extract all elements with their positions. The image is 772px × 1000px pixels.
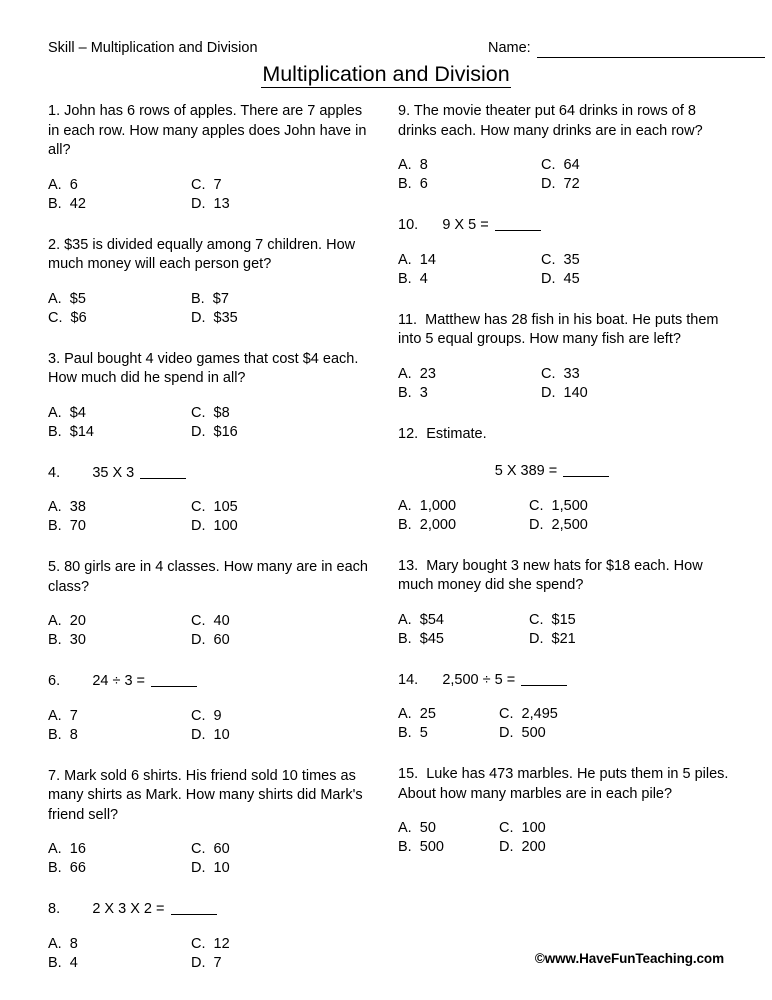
choice-row — [48, 195, 374, 214]
choice-group — [398, 611, 736, 649]
choice-option[interactable]: B. 3 — [398, 384, 428, 401]
choice-row — [48, 726, 374, 745]
choice-option[interactable]: A. 14 — [398, 251, 436, 268]
choice-group — [48, 498, 374, 536]
choice-option[interactable]: C. 7 — [191, 176, 222, 193]
question-text: 11. Matthew has 28 fish in his boat. He puts them into 5 equal groups. How many fish are left? — [398, 311, 723, 347]
choice-option[interactable]: B. 4 — [48, 954, 78, 971]
choice-option[interactable]: B. 5 — [398, 725, 428, 741]
choice-group — [398, 819, 736, 857]
choice-option[interactable]: A. 16 — [48, 841, 86, 857]
question-spacer — [48, 328, 374, 350]
choice-row — [48, 498, 374, 517]
question-text: 12. Estimate. — [398, 425, 487, 442]
choice-option[interactable]: D. 500 — [499, 725, 546, 741]
question-equation — [48, 900, 374, 920]
choice-group — [48, 290, 374, 328]
choice-row — [48, 859, 374, 878]
choice-row — [48, 707, 374, 726]
choice-option[interactable]: D. 10 — [191, 860, 230, 876]
question-equation — [398, 462, 736, 482]
left-question-column — [48, 102, 386, 973]
question-block — [398, 765, 736, 857]
answer-blank[interactable] — [151, 674, 197, 687]
choice-option[interactable]: D. 10 — [191, 726, 230, 743]
choice-option[interactable]: B. 2,000 — [398, 516, 457, 533]
choice-row — [48, 840, 374, 859]
question-spacer — [398, 535, 736, 557]
choice-option[interactable]: C. 100 — [499, 820, 546, 836]
choice-option[interactable]: C. $6 — [48, 309, 87, 326]
choice-group — [48, 935, 374, 973]
equation-text: 10. 9 X 5 = — [398, 217, 493, 233]
choice-option[interactable]: A. 8 — [398, 157, 428, 173]
question-block — [48, 900, 374, 973]
question-spacer — [48, 214, 374, 236]
choice-row — [48, 954, 374, 973]
choice-option[interactable]: A. $5 — [48, 290, 86, 307]
choice-option[interactable]: D. 200 — [499, 839, 546, 855]
name-field-block — [488, 38, 765, 58]
choice-option[interactable]: C. 35 — [541, 251, 580, 268]
question-spacer — [398, 743, 736, 765]
question-spacer — [48, 442, 374, 464]
choice-option[interactable]: C. $8 — [191, 404, 230, 421]
question-text: 7. Mark sold 6 shirts. His friend sold 10 times as many shirts as Mark. How many shirts did Mark's friend sell? — [48, 767, 367, 823]
choice-option[interactable]: B. 66 — [48, 860, 86, 876]
choice-row — [398, 611, 736, 630]
choice-row — [48, 423, 374, 442]
question-block — [398, 425, 736, 535]
question-text: 9. The movie theater put 64 drinks in rows of 8 drinks each. How many drinks are in each row? — [398, 103, 703, 139]
question-spacer — [398, 194, 736, 216]
question-block — [398, 311, 736, 403]
choice-option[interactable]: C. 40 — [191, 613, 230, 629]
choice-row — [398, 156, 736, 175]
choice-row — [398, 630, 736, 649]
choice-option[interactable]: A. $54 — [398, 611, 444, 628]
page-title-text: Multiplication and Division — [262, 62, 510, 86]
choice-option[interactable]: A. $4 — [48, 404, 86, 421]
choice-row — [48, 404, 374, 423]
choice-row — [48, 176, 374, 195]
choice-option[interactable]: D. 7 — [191, 954, 222, 971]
choice-option[interactable]: D. $35 — [191, 309, 238, 326]
equation-text: 4. 35 X 3 — [48, 464, 139, 481]
equation-text: 6. 24 ÷ 3 = — [48, 673, 150, 689]
question-text: 15. Luke has 473 marbles. He puts them in 5 piles. About how many marbles are in each pile? — [398, 766, 732, 802]
choice-row — [398, 384, 736, 403]
choice-row — [398, 365, 736, 384]
choice-option[interactable]: B. $45 — [398, 630, 444, 647]
question-block — [48, 350, 374, 442]
question-spacer — [398, 289, 736, 311]
choice-row — [48, 517, 374, 536]
choice-option[interactable]: D. 45 — [541, 270, 580, 287]
choice-group — [398, 497, 736, 535]
choice-group — [48, 707, 374, 745]
choice-option[interactable]: A. 1,000 — [398, 497, 457, 514]
name-input-rule[interactable] — [537, 43, 765, 58]
choice-group — [48, 612, 374, 650]
right-question-column — [398, 102, 736, 973]
question-block — [48, 672, 374, 745]
question-columns — [48, 102, 732, 973]
choice-row — [48, 290, 374, 309]
question-spacer — [48, 650, 374, 672]
choice-option[interactable]: C. 105 — [191, 499, 238, 515]
choice-option[interactable]: D. 140 — [541, 384, 588, 401]
question-spacer — [48, 536, 374, 558]
choice-group — [48, 840, 374, 878]
question-text: 2. $35 is divided equally among 7 children. How much money will each person get? — [48, 236, 360, 272]
choice-option[interactable]: C. $15 — [529, 611, 576, 628]
choice-row — [398, 705, 736, 724]
choice-option[interactable]: C. 33 — [541, 365, 580, 382]
choice-option[interactable]: B. 4 — [398, 270, 428, 287]
choice-option[interactable]: B. 30 — [48, 632, 86, 648]
choice-option[interactable]: D. 60 — [191, 632, 230, 648]
choice-option[interactable]: A. 8 — [48, 935, 78, 952]
question-text: 13. Mary bought 3 new hats for $18 each. How much money did she spend? — [398, 557, 707, 593]
choice-option[interactable]: D. $21 — [529, 630, 576, 647]
question-equation — [398, 216, 736, 236]
skill-label: Skill – Multiplication and Division — [48, 40, 258, 56]
worksheet-header — [48, 38, 724, 58]
question-spacer — [398, 403, 736, 425]
choice-option[interactable]: C. 64 — [541, 157, 580, 173]
choice-option[interactable]: C. 12 — [191, 935, 230, 952]
answer-blank[interactable] — [563, 464, 609, 477]
choice-row — [48, 631, 374, 650]
choice-option[interactable]: D. 13 — [191, 195, 230, 212]
choice-option[interactable]: B. 70 — [48, 518, 86, 534]
choice-option[interactable]: A. 20 — [48, 613, 86, 629]
choice-option[interactable]: A. 25 — [398, 706, 436, 722]
question-spacer — [48, 745, 374, 767]
choice-group — [48, 404, 374, 442]
equation-spacer — [398, 444, 736, 462]
question-spacer — [398, 649, 736, 671]
choice-row — [398, 516, 736, 535]
choice-option[interactable]: D. 72 — [541, 176, 580, 192]
question-block — [48, 236, 374, 328]
question-block — [48, 767, 374, 879]
choice-option[interactable]: B. $14 — [48, 423, 94, 440]
question-spacer — [48, 878, 374, 900]
choice-option[interactable]: C. 2,495 — [499, 706, 558, 722]
question-block — [398, 216, 736, 289]
choice-row — [398, 819, 736, 838]
choice-group — [398, 365, 736, 403]
choice-option[interactable]: A. 23 — [398, 365, 436, 382]
answer-blank[interactable] — [171, 902, 217, 915]
choice-row — [48, 309, 374, 328]
equation-text: 14. 2,500 ÷ 5 = — [398, 671, 520, 688]
choice-option[interactable]: B. $7 — [191, 290, 229, 307]
choice-group — [48, 176, 374, 214]
choice-option[interactable]: A. 38 — [48, 499, 86, 515]
question-block — [48, 102, 374, 214]
choice-row — [48, 935, 374, 954]
question-text: 1. John has 6 rows of apples. There are 7 apples in each row. How many apples does John have in all? — [48, 103, 371, 158]
choice-option[interactable]: B. 6 — [398, 176, 428, 192]
choice-option[interactable]: C. 9 — [191, 707, 222, 724]
choice-option[interactable]: A. 7 — [48, 707, 78, 724]
question-text: 5. 80 girls are in 4 classes. How many are in each class? — [48, 559, 372, 595]
choice-row — [398, 270, 736, 289]
answer-blank[interactable] — [521, 673, 567, 686]
question-equation — [48, 464, 374, 484]
choice-option[interactable]: C. 60 — [191, 841, 230, 857]
question-block — [398, 102, 736, 194]
choice-row — [48, 612, 374, 631]
choice-option[interactable]: C. 1,500 — [529, 497, 588, 514]
equation-text: 8. 2 X 3 X 2 = — [48, 901, 169, 917]
question-equation — [48, 672, 374, 692]
question-block — [48, 558, 374, 650]
question-equation — [398, 671, 736, 691]
footer-credit: ©www.HaveFunTeaching.com — [534, 951, 724, 966]
choice-row — [398, 175, 736, 194]
choice-row — [398, 724, 736, 743]
question-text: 3. Paul bought 4 video games that cost $4 each. How much did he spend in all? — [48, 350, 363, 386]
question-block — [398, 557, 736, 649]
choice-option[interactable]: B. 42 — [48, 195, 86, 212]
choice-option[interactable]: B. 8 — [48, 726, 78, 743]
choice-row — [398, 251, 736, 270]
choice-group — [398, 251, 736, 289]
choice-option[interactable]: D. 100 — [191, 518, 238, 534]
choice-option[interactable]: A. 50 — [398, 820, 436, 836]
page-title — [48, 61, 724, 88]
choice-row — [398, 497, 736, 516]
choice-group — [398, 156, 736, 194]
name-label: Name: — [488, 40, 531, 56]
question-block — [398, 671, 736, 744]
choice-row — [398, 838, 736, 857]
choice-option[interactable]: D. $16 — [191, 423, 238, 440]
choice-group — [398, 705, 736, 743]
choice-option[interactable]: A. 6 — [48, 176, 78, 193]
answer-blank[interactable] — [140, 466, 186, 479]
equation-text: 5 X 389 = — [494, 463, 562, 479]
choice-option[interactable]: B. 500 — [398, 839, 444, 855]
question-block — [48, 464, 374, 537]
choice-option[interactable]: D. 2,500 — [529, 516, 588, 533]
answer-blank[interactable] — [495, 218, 541, 231]
